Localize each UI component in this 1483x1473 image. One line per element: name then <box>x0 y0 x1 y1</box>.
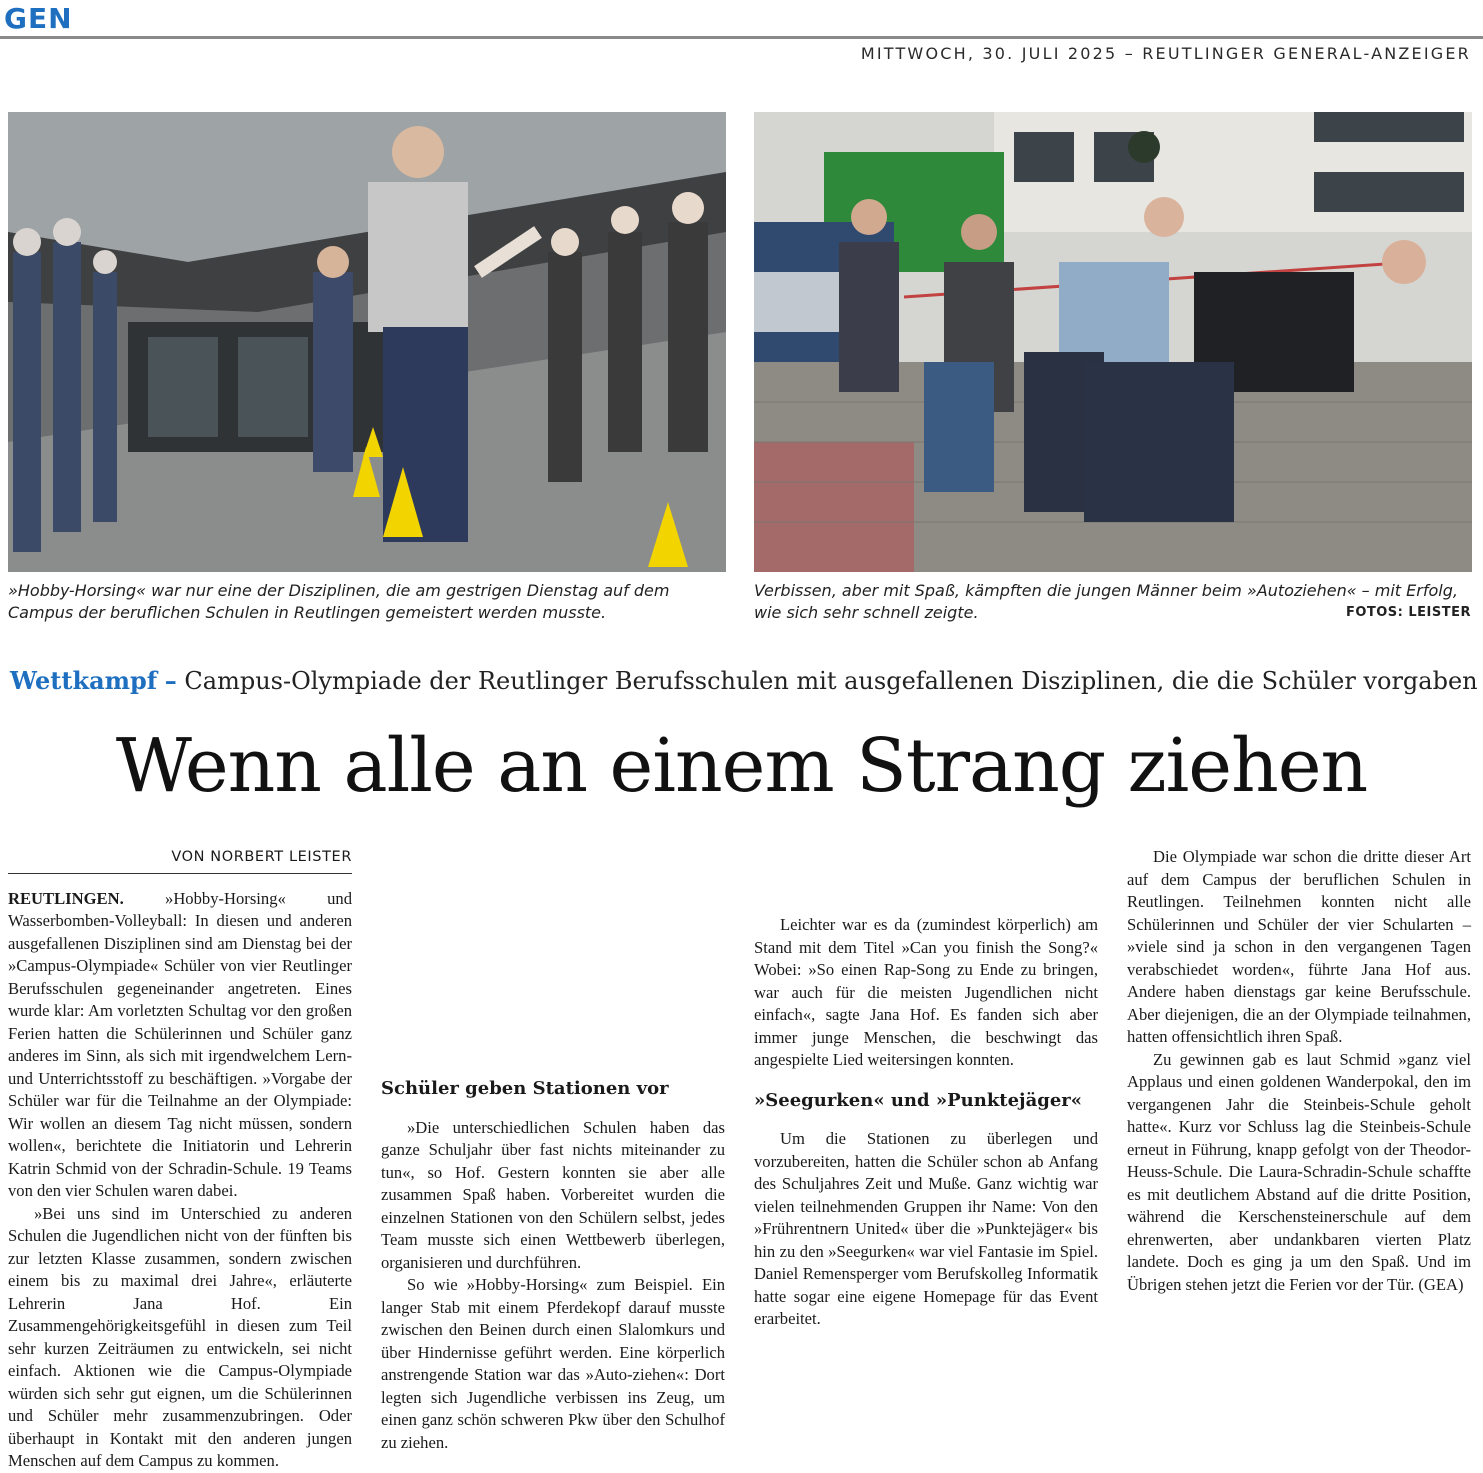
column-2-continuation <box>381 846 725 1060</box>
place-name: REUTLINGEN. <box>8 888 124 908</box>
photo-hobby-horsing-image <box>8 112 726 572</box>
subheading-schueler-geben-stationen-vor: Schüler geben Stationen vor <box>381 1078 669 1099</box>
article-paragraph-1 <box>8 888 352 1203</box>
photo-hobby-horsing <box>8 112 726 572</box>
photo-caption-hobby-horsing: »Hobby-Horsing« war nur eine der Disziplinen, die am gestrigen Dienstag auf dem Campus der beruflichen Schulen in Reutlingen gemeistert werden musste. <box>8 581 670 622</box>
article-paragraph-3: »Die unterschiedlichen Schulen haben das ganze Schuljahr über fast nichts miteinander zu tun«, so Hof. Gestern konnten sie aber alle zusammen Spaß haben. Vorbereitet wurden die einzelnen Stationen von den Schülern selbst, jedes Team musste sich einen Wettbewerb überlegen, organisieren und durchführen. <box>381 1117 725 1272</box>
newspaper-logo: GEN <box>4 2 73 35</box>
article-column-4 <box>1127 846 1471 1296</box>
article-paragraph-2: »Bei uns sind im Unterschied zu anderen Schulen die Jugendlichen nicht von der fünften bis zur letzten Klasse zusammen, sondern zwischen einem bis zu maximal drei Jahre«, erläuterte Lehrerin Jana Hof. Ein Zusammengehörigkeitsgefühl in diesen zum Teil sehr kurzen Zeiträumen zu entwickeln, sei nicht einfach. Aktionen wie die Campus-Olympiade würden sich sehr gut eignen, um die Schülerinnen und Schüler mehr zusammenzubringen. Oder überhaupt in Kontakt mit den anderen jungen Menschen auf dem Campus zu kommen. <box>8 1203 352 1470</box>
article-column-2 <box>381 846 725 1454</box>
article-column-3 <box>754 846 1098 1331</box>
column-3-continuation <box>754 846 1098 914</box>
photo-autoziehen <box>754 112 1472 572</box>
kicker-keyword: Wettkampf <box>10 666 158 695</box>
headline: Wenn alle an einem Strang ziehen <box>115 723 1368 809</box>
article-paragraph-7: Die Olympiade war schon die dritte dieser Art auf dem Campus der beruflichen Schulen in Reutlingen. Teilnehmen konnten nicht alle Schülerinnen und Schüler der vier Schularten – »viele sind ja schon in den vergangenen Tagen verabschiedet worden«, führte Jana Hof aus. Andere haben dienstags gar keine Berufsschule. Aber diejenigen, die an der Olympiade teilnahmen, hatten offensichtlich ihren Spaß. <box>1127 847 1471 1046</box>
byline: VON NORBERT LEISTER <box>8 846 352 874</box>
kicker-text: Campus-Olympiade der Reutlinger Berufsschulen mit ausgefallenen Disziplinen, die die Schüler vorgaben <box>184 667 1478 695</box>
photo-autoziehen-image <box>754 112 1472 572</box>
masthead-rule <box>0 36 1483 39</box>
article-paragraph-8: Zu gewinnen gab es laut Schmid »ganz viel Applaus und einen goldenen Wanderpokal, den im vergangenen Jahr die Steinbeis-Schule geholt hatte«. Kurz vor Schluss lag die Steinbeis-Schule erneut in Führung, knapp gefolgt von der Theodor-Heuss-Schule. Die Laura-Schradin-Schule schaffte es mit deutlichem Abstand auf die dritte Position, während die Kerschensteinerschule auf dem ehrenwerten, aber undankbaren vierten Platz landete. Doch es ging ja um den Spaß. Und im Übrigen stehen jetzt die Ferien vor der Tür. (GEA) <box>1127 1049 1471 1294</box>
kicker-dash: – <box>164 666 177 695</box>
article-column-1 <box>8 846 352 1473</box>
article-paragraph-6: Um die Stationen zu überlegen und vorzubereiten, hatten die Schüler schon ab Anfang des Schuljahres Zeit und Muße. Ganz wichtig war vielen teilnehmenden Gruppen ihr Name: Von den »Frührentnern United« über die »Punktejäger« bis hin zu den »Seegurken« war viel Fantasie im Spiel. Daniel Remensperger vom Berufskolleg Informatik hatte sogar eine eigene Homepage für das Event erarbeitet. <box>754 1129 1098 1328</box>
photo-credit: FOTOS: LEISTER <box>1345 605 1471 620</box>
paragraph-1-text: »Hobby-Horsing« und Wasserbomben-Volleyball: In diesen und anderen ausgefallenen Disziplinen sind am Dienstag bei der »Campus-Olympiade« Schüler von vier Reutlinger Berufsschulen gegeneinander angetreten. Eines wurde klar: Am vorletzten Schultag vor den großen Ferien hatten die Schülerinnen und Schüler ganz anderes im Sinn, als sich mit irgendwelchem Lern- und Unterrichtsstoff zu beschäftigen. »Vorgabe der Schüler war für die Teilnahme an der Olympiade: Wir wollen an diesem Tag nicht müssen, sondern wollen«, berichtete die Initiatorin und Lehrerin Katrin Schmid von der Schradin-Schule. 19 Teams von den vier Schulen waren dabei. <box>8 888 352 1200</box>
kicker-line <box>10 666 1478 695</box>
dateline: MITTWOCH, 30. JULI 2025 – REUTLINGER GENERAL-ANZEIGER <box>860 44 1471 63</box>
photo-caption-autoziehen: Verbissen, aber mit Spaß, kämpften die jungen Männer beim »Autoziehen« – mit Erfolg, wie sich sehr schnell zeigte. <box>754 581 1458 622</box>
article-paragraph-5: Leichter war es da (zumindest körperlich) am Stand mit dem Titel »Can you finish the Song?« Wobei: »So einen Rap-Song zu Ende zu bringen, war auch für die meisten Jugendlichen nicht einfach«, sagte Jana Hof. Es fanden sich aber immer junge Menschen, die beschwingt das angespielte Lied weitersingen konnten. <box>754 915 1098 1069</box>
subheading-seegurken-punktejaeger: »Seegurken« und »Punktejäger« <box>754 1089 1083 1111</box>
article-paragraph-4: So wie »Hobby-Horsing« zum Beispiel. Ein langer Stab mit einem Pferdekopf darauf musste zwischen den Beinen durch einen Slalomkurs und über Hindernisse geführt werden. Eine körperlich anstrengende Station war das »Auto-ziehen«: Dort legten sich Jugendliche verbissen ins Zeug, um einen ganz schön schweren Pkw über den Schulhof zu ziehen. <box>381 1275 725 1452</box>
